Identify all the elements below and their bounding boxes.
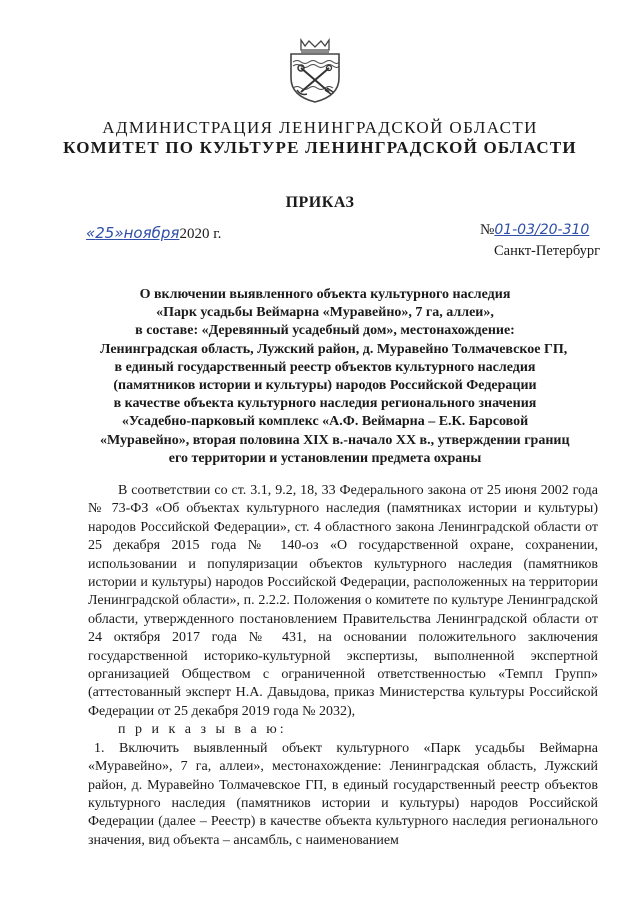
organization-name: АДМИНИСТРАЦИЯ ЛЕНИНГРАДСКОЙ ОБЛАСТИ [102,118,538,137]
document-city: Санкт-Петербург [494,243,601,259]
number-value: 01-03/20-310 [494,222,590,238]
document-number [480,222,589,239]
number-prefix: № [480,222,495,238]
title-line: «Усадебно-парковый комплекс «А.Ф. Веймарна – Е.К. Барсовой [121,414,529,430]
coat-of-arms-icon [287,38,343,104]
document-date [86,224,221,243]
quote-close: » [114,224,124,242]
document-body [88,482,598,850]
document-title [100,286,570,468]
title-line: «Муравейно», вторая половина XIX в.-начало XX в., утверждении границ [100,432,570,448]
title-line: «Парк усадьбы Веймарна «Муравейно», 7 га, аллеи», [156,305,494,321]
title-line: в качестве объекта культурного наследия регионального значения [113,396,537,412]
date-year: 2020 г. [179,226,222,242]
title-line: О включении выявленного объекта культурного наследия [139,287,511,302]
title-line: в составе: «Деревянный усадебный дом», местонахождение: [135,323,515,339]
title-line: (памятников истории и культуры) народов Российской Федерации [113,378,537,394]
date-month: ноября [123,224,180,242]
date-day: 25 [95,224,115,242]
committee-name: КОМИТЕТ ПО КУЛЬТУРЕ ЛЕНИНГРАДСКОЙ ОБЛАСТИ [63,138,577,157]
order-item-1: 1. Включить выявленный объект культурного «Парк усадьбы Веймарна «Муравейно», 7 га, аллеи», местонахождение: Ленинградская область, Лужский район, д. Муравейно Толмачевское ГП, в единый государственный реестр объектов культурного наследия (памятников истории и культуры) народов Российской Федерации (далее – Реестр) в качестве объекта культурного наследия регионального значения, вид объекта – ансамбль, с наименованием [88,740,598,848]
preamble-paragraph: В соответствии со ст. 3.1, 9.2, 18, 33 Федерального закона от 25 июня 2002 года № 73-ФЗ «Об объектах культурного наследия (памятниках истории и культуры) народов Российской Федерации», ст. 4 областного закона Ленинградской области от 25 декабря 2015 года № 140-оз «О государственной охране, сохранении, использовании и популяризации объектов культурного наследия (памятников истории и культуры) народов Российской Федерации, расположенных на территории Ленинградской области», п. 2.2.2. Положения о комитете по культуре Ленинградской области, утвержденного постановлением Правительства Ленинградской области от 24 октября 2017 года № 431, на основании положительного заключения государственной историко-культурной экспертизы, выполненной экспертной организацией Обществом с ограниченной ответственностью «Темпл Групп» (аттестованный эксперт Н.А. Давыдова, приказ Министерства культуры Российской Федерации от 25 декабря 2019 года № 2032), [88,483,598,719]
order-word: п р и к а з ы в а ю: [118,722,287,738]
quote-open: « [86,224,96,242]
title-line: в единый государственный реестр объектов культурного наследия [114,359,536,375]
title-line: его территории и установлении предмета охраны [168,450,482,466]
document-type: ПРИКАЗ [285,194,355,211]
title-line: Ленинградская область, Лужский район, д. Муравейно Толмачевское ГП, [100,341,568,357]
